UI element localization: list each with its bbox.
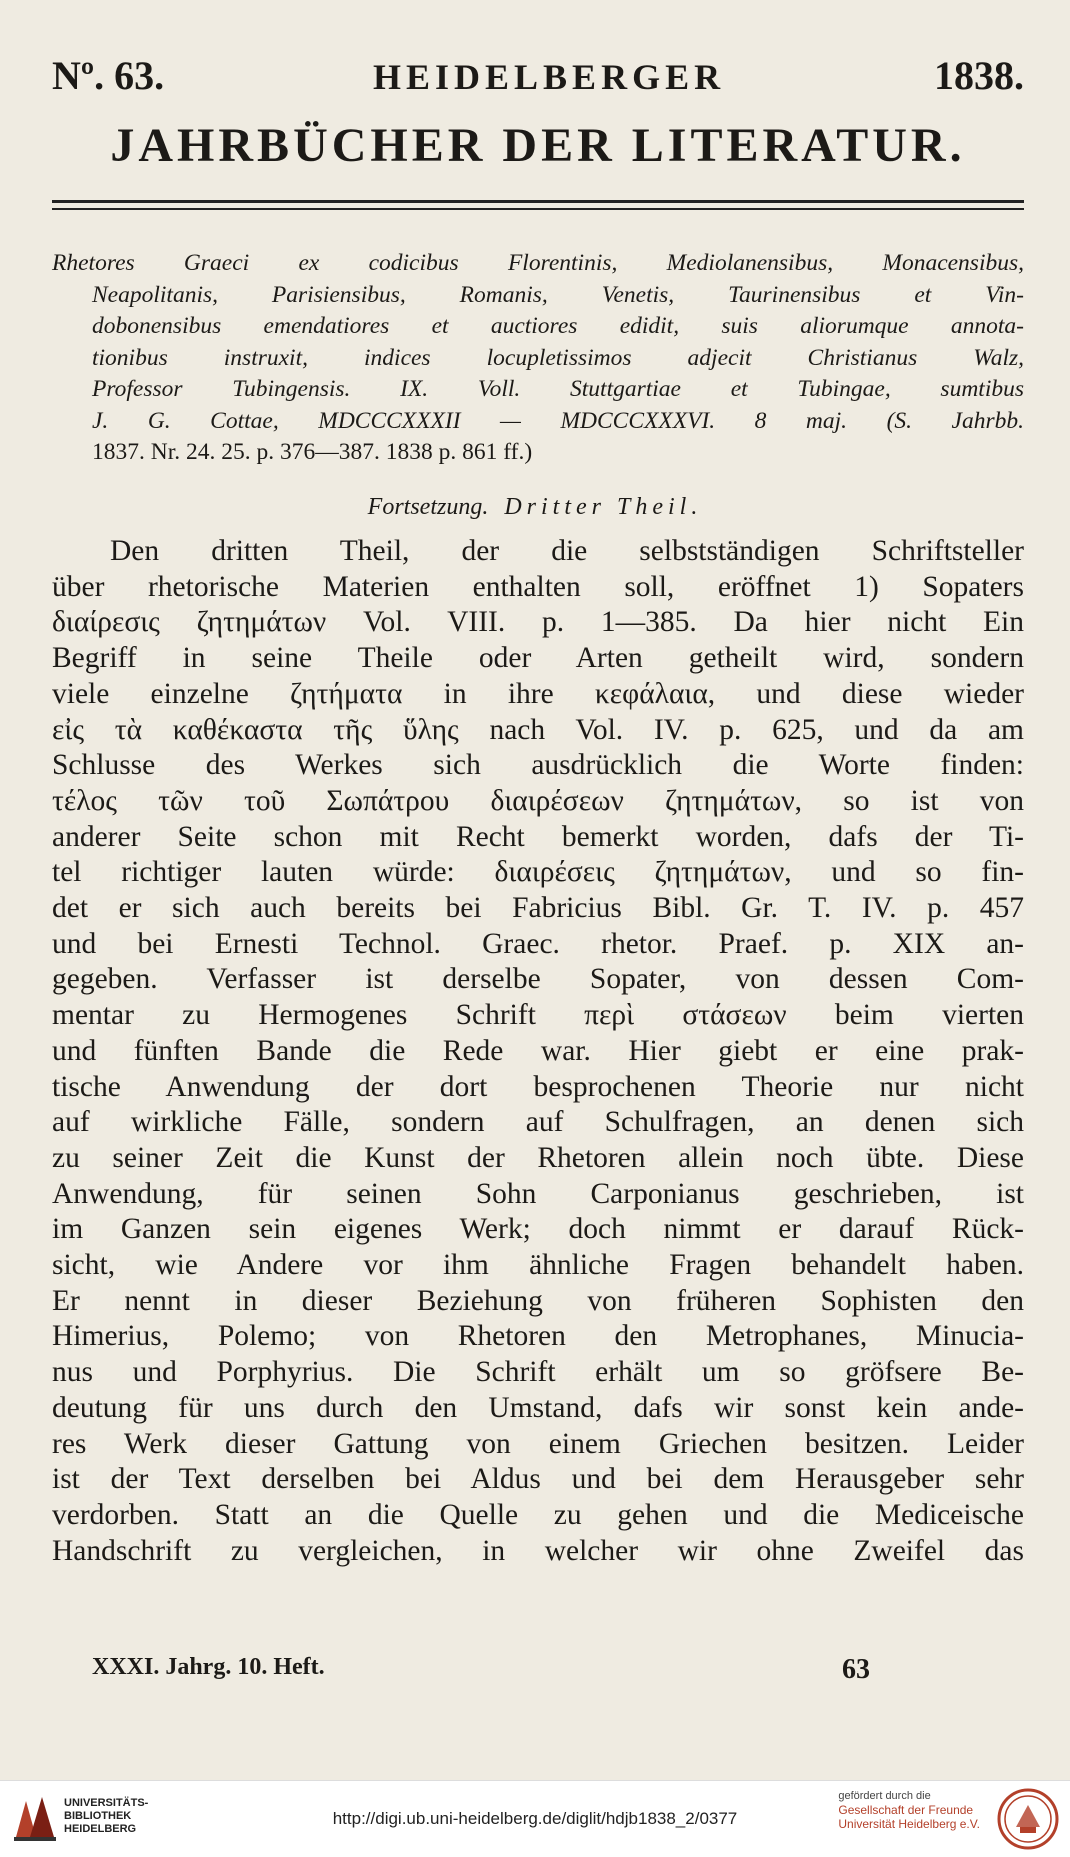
text-line: det er sich auch bereits bei Fabricius Bibl. Gr. T. IV. p. 457	[52, 892, 1024, 925]
text-line: gegeben. Verfasser ist derselbe Sopater, von dessen Com-	[52, 963, 1024, 996]
text-line: Anwendung, für seinen Sohn Carponianus geschrieben, ist	[52, 1177, 1024, 1210]
part-label: Dritter Theil.	[504, 494, 703, 520]
text-line: Den dritten Theil, der die selbstständigen Schriftsteller	[110, 535, 1024, 567]
text-line: Handschrift zu vergleichen, in welcher wir ohne Zweifel das	[52, 1534, 1024, 1567]
society-name: Gesellschaft der Freunde	[838, 1803, 974, 1817]
text-line: Himerius, Polemo; von Rhetoren den Metrophanes, Minucia-	[52, 1320, 1024, 1353]
text-line: τέλος τῶν τοῦ Σωπάτρου διαιρέσεων ζητημάτων, so ist von	[52, 784, 1024, 817]
issue-year: 1838.	[933, 53, 1024, 98]
biblio-line: tionibus instruxit, indices locupletissimos adjecit Christianus Walz,	[92, 344, 1024, 371]
society-name-2: Universität Heidelberg e.V.	[838, 1817, 980, 1831]
biblio-line: dobonensibus emendatiores et auctiores edidit, suis aliorumque annota-	[92, 313, 1024, 339]
journal-title-top: HEIDELBERGER	[373, 57, 726, 97]
running-header	[52, 52, 1024, 99]
text-line: mentar zu Hermogenes Schrift περὶ στάσεων beim vierten	[52, 999, 1024, 1032]
text-line: tische Anwendung der dort besprochenen Theorie nur nicht	[52, 1070, 1024, 1103]
text-line: Begriff in seine Theile oder Arten getheilt wird, sondern	[52, 642, 1024, 675]
funding-credit[interactable]	[838, 1789, 980, 1831]
header-rule-thin	[52, 208, 1024, 210]
text-line: und bei Ernesti Technol. Graec. rhetor. Praef. p. XIX an-	[52, 927, 1024, 960]
journal-title: JAHRBÜCHER DER LITERATUR.	[110, 119, 966, 172]
biblio-line: 1837. Nr. 24. 25. p. 376—387. 1838 p. 861 ff.)	[92, 439, 533, 465]
viewer-footer-bar	[0, 1780, 1070, 1857]
biblio-line: Professor Tubingensis. IX. Voll. Stuttgartiae et Tubingae, sumtibus	[92, 376, 1024, 402]
page-number: 63	[842, 1654, 870, 1685]
text-line: über rhetorische Materien enthalten soll, eröffnet 1) Sopaters	[52, 570, 1024, 603]
continuation-note: Fortsetzung.	[367, 494, 489, 520]
university-seal-icon	[996, 1787, 1060, 1851]
text-line: διαίρεσις ζητημάτων Vol. VIII. p. 1—385. Da hier nicht Ein	[52, 606, 1024, 639]
section-subheading	[0, 494, 1070, 521]
header-rule	[52, 200, 1024, 203]
text-line: deutung für uns durch den Umstand, dafs wir sonst kein ande-	[52, 1391, 1024, 1424]
text-line: ist der Text derselben bei Aldus und bei dem Herausgeber sehr	[52, 1463, 1024, 1496]
text-line: auf wirkliche Fälle, sondern auf Schulfragen, an denen sich	[52, 1106, 1024, 1139]
issue-number: Nº. 63.	[52, 53, 165, 98]
text-line: Er nennt in dieser Beziehung von früheren Sophisten den	[52, 1284, 1024, 1317]
text-line: sicht, wie Andere vor ihm ähnliche Fragen behandelt haben.	[52, 1249, 1024, 1282]
body-text	[52, 534, 1024, 1569]
funding-label: gefördert durch die	[838, 1790, 931, 1802]
signature-mark: XXXI. Jahrg. 10. Heft.	[92, 1654, 325, 1680]
permalink-url[interactable]: http://digi.ub.uni-heidelberg.de/diglit/hdjb1838_2/0377	[332, 1809, 738, 1828]
page-footer	[92, 1654, 1024, 1686]
text-line: zu seiner Zeit die Kunst der Rhetoren allein noch übte. Diese	[52, 1141, 1024, 1174]
biblio-line: J. G. Cottae, MDCCCXXXII — MDCCCXXXVI. 8 maj. (S. Jahrbb.	[92, 407, 1024, 434]
text-line: anderer Seite schon mit Recht bemerkt worden, dafs der Ti-	[52, 820, 1024, 853]
text-line: nus und Porphyrius. Die Schrift erhält um so gröfsere Be-	[52, 1356, 1024, 1389]
biblio-line: Rhetores Graeci ex codicibus Florentinis, Mediolanensibus, Monacensibus,	[52, 250, 1024, 276]
text-line: viele einzelne ζητήματα in ihre κεφάλαια, und diese wieder	[52, 677, 1024, 710]
text-line: und fünften Bande die Rede war. Hier giebt er eine prak-	[52, 1034, 1024, 1067]
text-line: im Ganzen sein eigenes Werk; doch nimmt er darauf Rück-	[52, 1213, 1024, 1246]
text-line: εἰς τὰ καθέκαστα τῆς ὕλης nach Vol. IV. p. 625, und da am	[52, 713, 1024, 746]
biblio-line: Neapolitanis, Parisiensibus, Romanis, Venetis, Taurinensibus et Vin-	[92, 281, 1024, 308]
text-line: tel richtiger lauten würde: διαιρέσεις ζητημάτων, und so fin-	[52, 856, 1024, 889]
text-line: res Werk dieser Gattung von einem Griechen besitzen. Leider	[52, 1427, 1024, 1460]
text-line: Schlusse des Werkes sich ausdrücklich die Worte finden:	[52, 749, 1024, 782]
text-line: verdorben. Statt an die Quelle zu gehen und die Mediceische	[52, 1498, 1024, 1531]
bibliographic-entry	[52, 248, 1024, 469]
library-name[interactable]: UNIVERSITÄTS- BIBLIOTHEK HEIDELBERG	[64, 1797, 149, 1835]
